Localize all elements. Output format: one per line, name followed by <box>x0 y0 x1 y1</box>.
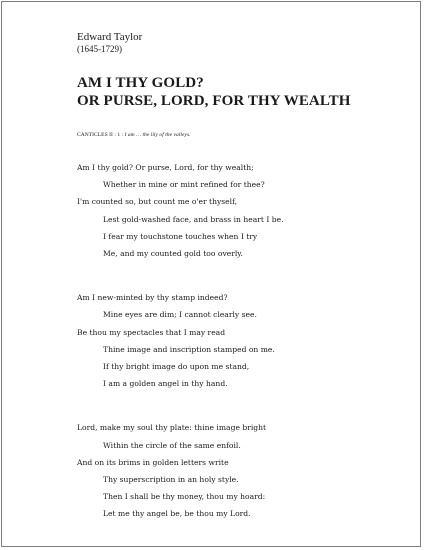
poem-title <box>77 74 407 110</box>
stanza-3 <box>77 419 407 522</box>
poem-title-line-1: AM I THY GOLD? <box>77 75 204 91</box>
stanza-1 <box>77 159 407 262</box>
page-content <box>77 31 407 550</box>
poem-line: Whether in mine or mint refined for thee? <box>103 180 265 190</box>
author-name: Edward Taylor <box>77 31 143 43</box>
poem-line: Am I new-minted by thy stamp indeed? <box>77 293 228 303</box>
poem-line: I am a golden angel in thy hand. <box>103 379 228 389</box>
poem-line: Mine eyes are dim; I cannot clearly see. <box>103 310 257 320</box>
poem-line: Lest gold-washed face, and brass in heart I be. <box>103 214 284 224</box>
stanza-2 <box>77 289 407 392</box>
poem-title-line-2: OR PURSE, LORD, FOR THY WEALTH <box>77 93 351 109</box>
poem-line: Me, and my counted gold too overly. <box>103 249 243 259</box>
poem-line: Within the circle of the same enfoil. <box>103 440 241 450</box>
poem-line: If thy bright image do upon me stand, <box>103 362 250 372</box>
epigraph-reference: CANTICLES II : 1 : <box>77 132 124 138</box>
epigraph <box>77 131 407 139</box>
poem-line: Am I thy gold? Or purse, Lord, for thy wealth; <box>77 163 254 172</box>
poem-line: Lord, make my soul thy plate: thine image bright <box>77 423 267 433</box>
author-dates: (1645-1729) <box>77 44 122 54</box>
poem-line: Let me thy angel be, be thou my Lord. <box>103 509 251 519</box>
poem-line: Then I shall be thy money, thou my hoard: <box>103 492 266 502</box>
document-page <box>1 1 421 547</box>
poem-line: And on its brims in golden letters write <box>77 457 229 467</box>
poem-line: I fear my touchstone touches when I try <box>103 231 258 241</box>
poem-line: Be thou my spectacles that I may read <box>77 327 226 337</box>
poem-line: Thy superscription in an holy style. <box>103 475 239 485</box>
poem-body <box>77 159 407 523</box>
poem-line: I'm counted so, but count me o'er thyself, <box>77 197 238 207</box>
poem-line: Thine image and inscription stamped on me. <box>103 344 275 354</box>
epigraph-quote: I am … the lily of the valleys. <box>124 132 191 138</box>
